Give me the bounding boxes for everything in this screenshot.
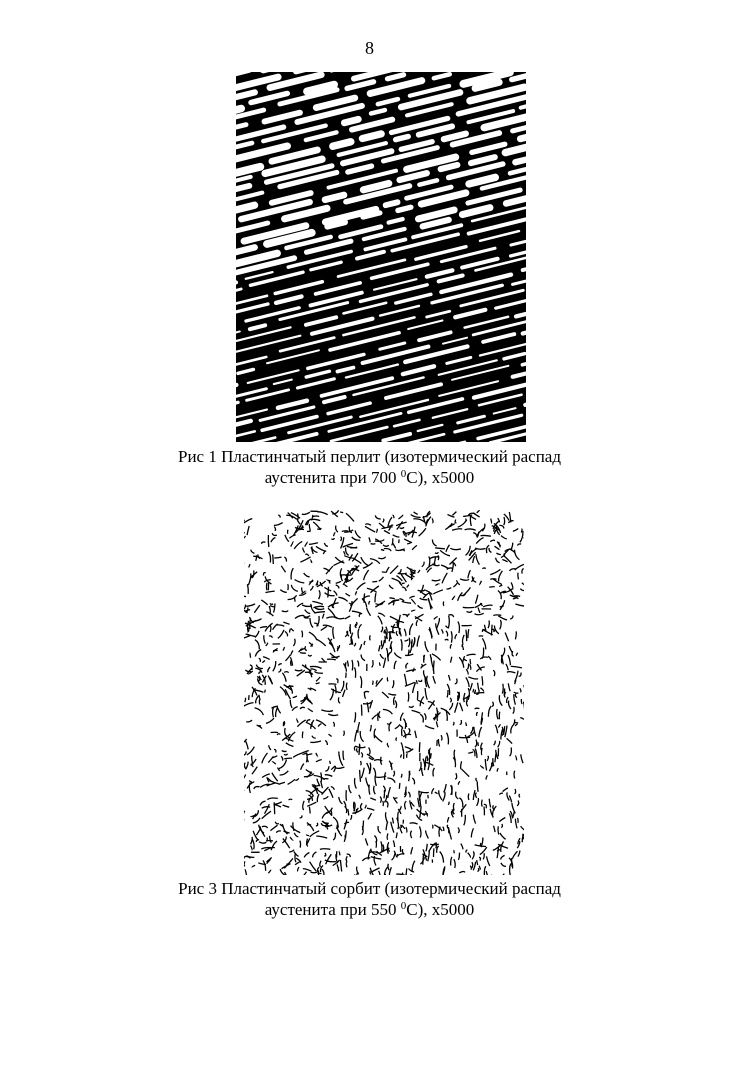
pearlite-micrograph [236, 72, 526, 442]
figure-3-caption-text-end: C), x5000 [406, 900, 475, 919]
figure-1-caption-text: аустенита при 700 [264, 468, 401, 487]
figure-3-caption-line-1: Рис 3 Пластинчатый сорбит (изотермический распад [178, 879, 561, 898]
figure-1-caption [0, 446, 739, 488]
figure-1-caption-line-2 [0, 467, 739, 488]
figure-1-degree-superscript: 0 [400, 468, 407, 480]
figure-1-caption-text-end: C), x5000 [406, 468, 475, 487]
figure-3-caption-line-2 [0, 899, 739, 920]
figure-1-caption-line-1: Рис 1 Пластинчатый перлит (изотермический распад [178, 447, 561, 466]
figure-3-caption-text: аустенита при 550 [264, 900, 401, 919]
sorbite-micrograph [244, 510, 524, 875]
figure-3-caption [0, 878, 739, 920]
page-number: 8 [365, 38, 374, 58]
figure-3-degree-superscript: 0 [400, 900, 407, 912]
